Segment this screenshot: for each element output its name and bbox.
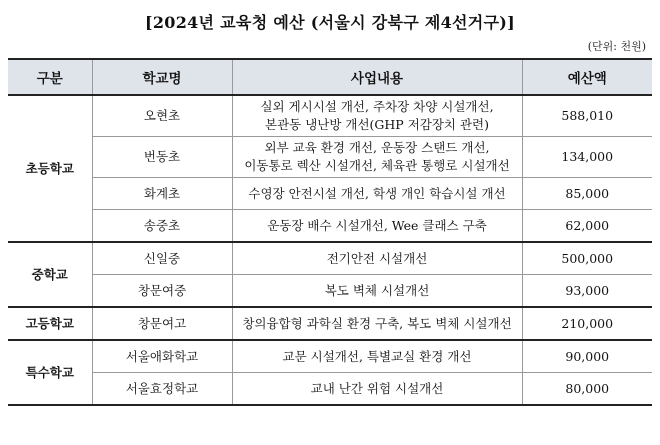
table-row: [8, 340, 652, 373]
header-school: 학교명: [92, 59, 232, 95]
budget-cell: 90,000: [522, 340, 652, 373]
table-row: [8, 95, 652, 137]
budget-cell: 80,000: [522, 373, 652, 406]
content-cell: 운동장 배수 시설개선, Wee 클래스 구축: [232, 210, 522, 243]
category-cell: 특수학교: [8, 340, 92, 405]
school-cell: 번동초: [92, 137, 232, 178]
table-row: [8, 307, 652, 340]
table-row: [8, 373, 652, 406]
budget-cell: 210,000: [522, 307, 652, 340]
content-line: 외부 교육 환경 개선, 운동장 스탠드 개선,: [264, 140, 490, 155]
school-cell: 창문여고: [92, 307, 232, 340]
header-category: 구분: [8, 59, 92, 95]
category-cell: 중학교: [8, 242, 92, 307]
budget-cell: 62,000: [522, 210, 652, 243]
budget-cell: 93,000: [522, 275, 652, 308]
content-cell: 복도 벽체 시설개선: [232, 275, 522, 308]
header-content: 사업내용: [232, 59, 522, 95]
school-cell: 창문여중: [92, 275, 232, 308]
content-cell: 수영장 안전시설 개선, 학생 개인 학습시설 개선: [232, 178, 522, 210]
school-cell: 화계초: [92, 178, 232, 210]
content-line: 실외 게시시설 개선, 주차장 차양 시설개선,: [260, 99, 494, 114]
school-cell: 서울애화학교: [92, 340, 232, 373]
content-cell: 창의융합형 과학실 환경 구축, 복도 벽체 시설개선: [232, 307, 522, 340]
category-cell: 고등학교: [8, 307, 92, 340]
content-cell: 교내 난간 위험 시설개선: [232, 373, 522, 406]
table-row: [8, 137, 652, 178]
school-cell: 서울효정학교: [92, 373, 232, 406]
budget-cell: 134,000: [522, 137, 652, 178]
school-cell: 송중초: [92, 210, 232, 243]
table-row: [8, 275, 652, 308]
page-title: [2024년 교육청 예산 (서울시 강북구 제4선거구)]: [144, 13, 516, 32]
content-cell: [232, 95, 522, 137]
category-cell: 초등학교: [8, 95, 92, 242]
school-cell: 오현초: [92, 95, 232, 137]
table-header-row: [8, 59, 652, 95]
budget-cell: 588,010: [522, 95, 652, 137]
budget-table: [8, 58, 652, 406]
table-row: [8, 178, 652, 210]
school-cell: 신일중: [92, 242, 232, 275]
header-budget: 예산액: [522, 59, 652, 95]
content-cell: [232, 137, 522, 178]
unit-label: (단위: 천원): [587, 40, 646, 53]
content-cell: 전기안전 시설개선: [232, 242, 522, 275]
table-row: [8, 210, 652, 243]
budget-cell: 85,000: [522, 178, 652, 210]
table-row: [8, 242, 652, 275]
budget-cell: 500,000: [522, 242, 652, 275]
content-line: 본관동 냉난방 개선(GHP 저감장치 관련): [265, 117, 489, 132]
content-cell: 교문 시설개선, 특별교실 환경 개선: [232, 340, 522, 373]
content-line: 이동통로 렉산 시설개선, 체육관 통행로 시설개선: [244, 158, 510, 173]
